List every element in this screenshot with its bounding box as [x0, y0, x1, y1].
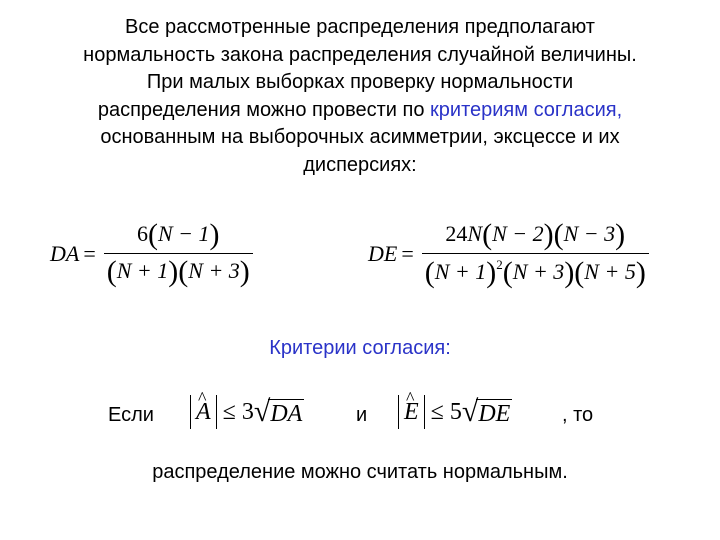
paren: )	[635, 256, 646, 289]
factor: N + 3	[512, 259, 565, 284]
paren: )(	[564, 256, 585, 289]
sqrt	[462, 395, 512, 429]
conclusion-text: распределение можно считать нормальным.	[152, 461, 568, 483]
factor: N + 1	[434, 259, 487, 284]
radical-sign: √	[461, 395, 479, 428]
paren: (	[482, 218, 493, 251]
paren: )	[486, 256, 497, 289]
and-word: и	[356, 404, 368, 426]
paren: (	[502, 256, 513, 289]
intro-text: ,	[616, 98, 623, 121]
if-word: Если	[108, 404, 154, 426]
fraction	[422, 220, 649, 288]
paren: (	[106, 255, 117, 288]
formula-lhs: DA	[50, 240, 80, 266]
le-sign: ≤	[222, 398, 236, 425]
criteria-link-text: критериям согласия	[430, 98, 617, 121]
formula-lhs: DE	[368, 241, 398, 266]
paren: (	[424, 256, 435, 289]
then-word: , то	[562, 404, 594, 426]
intro-line: нормальность закона распределения случайной величины.	[83, 43, 637, 66]
condition-e	[398, 395, 512, 429]
intro-line	[20, 97, 700, 125]
factor: N − 2	[492, 221, 544, 246]
radicand: DA	[270, 400, 303, 427]
abs-value	[398, 395, 425, 429]
criteria-title: Критерии согласия:	[269, 337, 451, 359]
sqrt	[254, 395, 304, 429]
factor: N + 1	[116, 258, 169, 283]
denominator	[104, 253, 253, 287]
le-sign: ≤	[430, 398, 444, 425]
radicand: DE	[478, 400, 511, 427]
intro-text: распределения можно провести по	[97, 98, 431, 121]
equals-sign: =	[83, 240, 96, 266]
paren: )	[239, 255, 250, 288]
paren: )(	[168, 255, 189, 288]
factor: N − 3	[563, 221, 616, 246]
factor: N + 3	[188, 258, 240, 283]
coefficient: 24	[445, 221, 468, 246]
paren: )	[615, 218, 626, 251]
intro-line: При малых выборках проверку нормальности	[146, 71, 574, 93]
equals-sign: =	[401, 241, 414, 266]
exponent: 2	[496, 257, 503, 272]
formula-da	[50, 220, 253, 287]
radical-sign: √	[253, 395, 271, 428]
paren: )(	[543, 218, 564, 251]
coefficient: 5	[449, 398, 462, 425]
factor: N + 5	[584, 259, 636, 284]
numerator	[442, 220, 628, 253]
paren: (	[148, 218, 158, 251]
coefficient: 3	[241, 398, 254, 425]
e-hat-symbol: ^ E	[404, 395, 419, 429]
coefficient: 6	[137, 221, 148, 246]
a-hat-symbol: ^ A	[196, 395, 211, 429]
factor: N − 1	[158, 221, 210, 246]
intro-line: Все рассмотренные распределения предполагают	[125, 16, 595, 38]
fraction	[104, 220, 253, 287]
denominator	[422, 253, 649, 288]
paren: )	[209, 218, 220, 251]
numerator	[134, 220, 223, 253]
variable: N	[467, 221, 483, 246]
condition-a	[190, 395, 304, 429]
intro-line: основанным на выборочных асимметрии, эксцессе и их	[100, 126, 620, 148]
formula-de	[368, 220, 649, 288]
intro-paragraph	[20, 14, 700, 179]
abs-value	[190, 395, 217, 429]
intro-line: дисперсиях:	[303, 153, 417, 176]
